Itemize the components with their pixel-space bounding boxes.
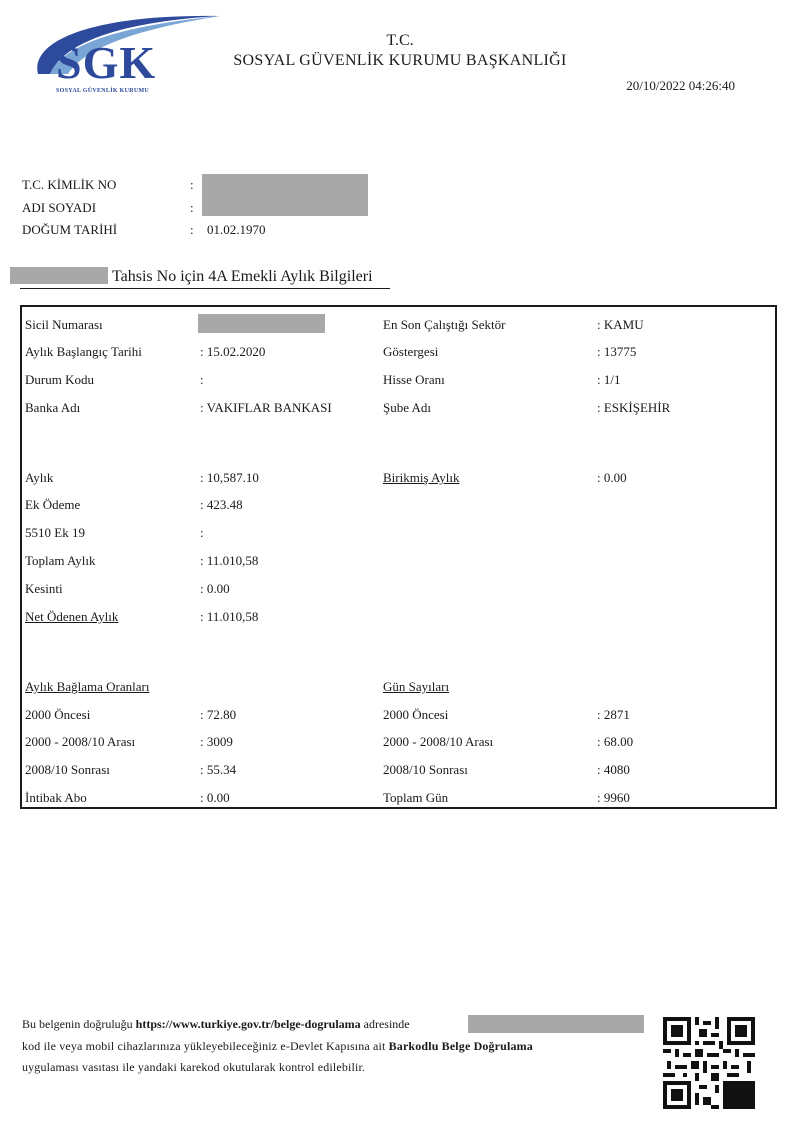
timestamp: 20/10/2022 04:26:40 [626, 78, 735, 93]
left-heading-baglama-oranlari: Aylık Bağlama Oranları [25, 679, 150, 694]
left-value-bank: : VAKIFLAR BANKASI [200, 400, 332, 415]
redacted-sicil-no [198, 314, 325, 333]
tc-label: T.C. KİMLİK NO [22, 177, 117, 192]
left-label-aylik: Aylık [25, 470, 54, 485]
right-value-2000-oncesi: : 2871 [597, 707, 630, 722]
left-value-2008-sonrasi: : 55.34 [200, 762, 237, 777]
left-label-2008-sonrasi: 2008/10 Sonrası [25, 762, 110, 777]
right-label-hisse: Hisse Oranı [383, 372, 445, 387]
left-value-5510: : [200, 525, 204, 540]
left-value-start-date: : 15.02.2020 [200, 344, 266, 359]
right-value-toplam-gun: : 9960 [597, 790, 630, 805]
right-heading-gun-sayilari: Gün Sayıları [383, 679, 450, 694]
left-label-start-date: Aylık Başlangıç Tarihi [25, 344, 142, 359]
sgk-logo [28, 12, 223, 97]
left-label-2000-oncesi: 2000 Öncesi [25, 707, 91, 722]
logo-subtext: SOSYAL GÜVENLİK KURUMU [56, 88, 150, 94]
left-label-intibak: İntibak Abo [25, 790, 87, 805]
tc-colon: : [190, 177, 194, 192]
right-label-toplam-gun: Toplam Gün [383, 790, 449, 805]
left-label-2000-2008: 2000 - 2008/10 Arası [25, 734, 136, 749]
left-value-toplam-aylik: : 11.010,58 [200, 553, 259, 568]
left-label-5510: 5510 Ek 19 [25, 525, 85, 540]
header-line-2: SOSYAL GÜVENLİK KURUMU BAŞKANLIĞI [233, 52, 567, 69]
redacted-tahsis-no [10, 267, 108, 284]
right-label-birikmis: Birikmiş Aylık [383, 470, 460, 485]
footer-line-3: uygulaması vasıtası ile yandaki karekod okutularak kontrol edilebilir. [22, 1060, 366, 1074]
right-label-2000-oncesi: 2000 Öncesi [383, 707, 449, 722]
left-label-net-odenen: Net Ödenen Aylık [25, 609, 119, 624]
left-value-2000-oncesi: : 72.80 [200, 707, 237, 722]
right-label-sube: Şube Adı [383, 400, 432, 415]
footer-text-a: Bu belgenin doğruluğu [22, 1017, 133, 1031]
right-label-2000-2008: 2000 - 2008/10 Arası [383, 734, 494, 749]
left-label-bank: Banka Adı [25, 400, 81, 415]
right-value-birikmis: : 0.00 [597, 470, 627, 485]
birth-label: DOĞUM TARİHİ [22, 222, 118, 237]
footer-text-c: kod ile veya mobil cihazlarınıza yükleyebileceğiniz e-Devlet Kapısına ait [22, 1039, 386, 1053]
right-value-2008-sonrasi: : 4080 [597, 762, 630, 777]
name-label: ADI SOYADI [22, 200, 97, 215]
right-value-2000-2008: : 68.00 [597, 734, 634, 749]
left-label-kesinti: Kesinti [25, 581, 63, 596]
redacted-identity [202, 174, 368, 216]
left-value-kesinti: : 0.00 [200, 581, 230, 596]
left-label-ek-odeme: Ek Ödeme [25, 497, 81, 512]
title-underline [20, 288, 390, 289]
header-line-1: T.C. [386, 32, 414, 49]
left-value-aylik: : 10,587.10 [200, 470, 259, 485]
section-title: Tahsis No için 4A Emekli Aylık Bilgileri [112, 268, 373, 285]
right-value-sektor: : KAMU [597, 317, 644, 332]
left-label-sicil: Sicil Numarası [25, 317, 103, 332]
left-value-net-odenen: : 11.010,58 [200, 609, 259, 624]
right-value-gosterge: : 13775 [597, 344, 637, 359]
right-label-sektor: En Son Çalıştığı Sektör [383, 317, 506, 332]
footer-bold-app: Barkodlu Belge Doğrulama [388, 1039, 533, 1053]
right-value-sube: : ESKİŞEHİR [597, 400, 671, 415]
qr-code-icon [663, 1017, 755, 1109]
footer-line-2 [22, 1039, 652, 1054]
footer-text-b: adresinde [363, 1017, 410, 1031]
left-label-status-code: Durum Kodu [25, 372, 94, 387]
right-value-hisse: : 1/1 [597, 372, 621, 387]
left-label-toplam-aylik: Toplam Aylık [25, 553, 96, 568]
left-value-intibak: : 0.00 [200, 790, 230, 805]
verification-link[interactable]: https://www.turkiye.gov.tr/belge-dogrulama [135, 1017, 361, 1031]
birth-colon: : [190, 222, 194, 237]
name-colon: : [190, 200, 194, 215]
logo-text: SGK [56, 37, 157, 88]
left-value-ek-odeme: : 423.48 [200, 497, 243, 512]
right-label-2008-sonrasi: 2008/10 Sonrası [383, 762, 468, 777]
right-label-gosterge: Göstergesi [383, 344, 439, 359]
left-value-status-code: : [200, 372, 204, 387]
left-value-2000-2008: : 3009 [200, 734, 233, 749]
birth-value: 01.02.1970 [207, 222, 266, 237]
redacted-verification-code [468, 1015, 644, 1033]
